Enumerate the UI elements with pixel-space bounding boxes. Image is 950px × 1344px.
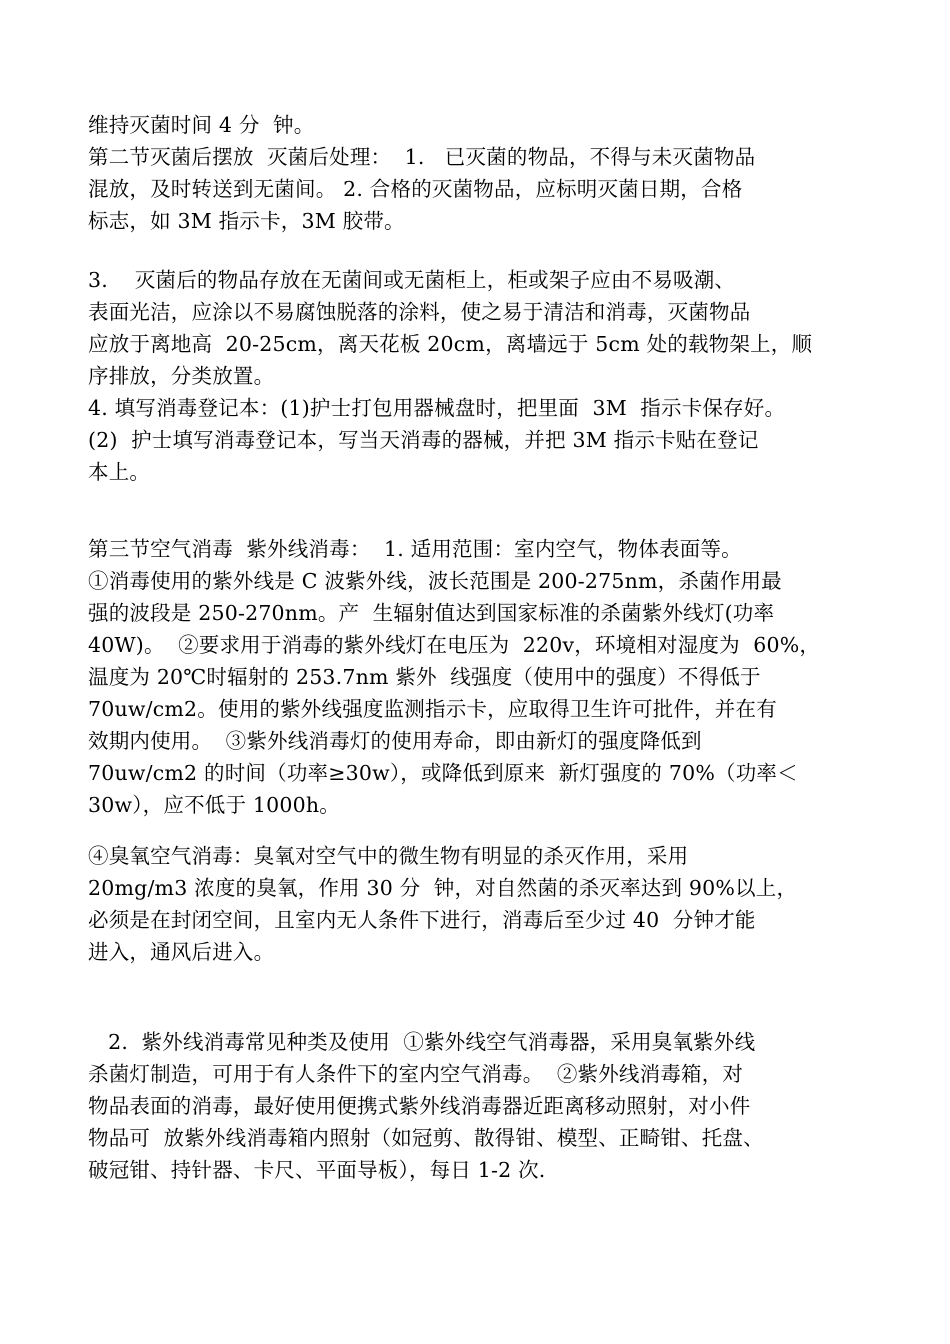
- text-line: ④臭氧空气消毒：臭氧对空气中的微生物有明显的杀灭作用，采用: [88, 844, 689, 868]
- text-line: 第二节灭菌后摆放 灭菌后处理： 1. 已灭菌的物品，不得与未灭菌物品: [88, 145, 756, 169]
- text-line: 2. 紫外线消毒常见种类及使用 ①紫外线空气消毒器，采用臭氧紫外线: [88, 1030, 756, 1054]
- text-line: ①消毒使用的紫外线是 C 波紫外线，波长范围是 200-275nm，杀菌作用最: [88, 569, 782, 593]
- text-line: 标志，如 3M 指示卡，3M 胶带。: [88, 209, 405, 233]
- text-line: 混放，及时转送到无菌间。 2. 合格的灭菌物品，应标明灭菌日期，合格: [88, 177, 743, 201]
- text-line: 30w），应不低于 1000h。: [88, 793, 340, 817]
- text-line: 应放于离地高 20-25cm，离天花板 20cm，离墙远于 5cm 处的载物架上，顺: [88, 332, 813, 356]
- text-line: 本上。: [88, 460, 151, 484]
- text-line: 40W)。 ②要求用于消毒的紫外线灯在电压为 220v，环境相对湿度为 60%，: [88, 633, 821, 657]
- text-line: 序排放，分类放置。: [88, 364, 275, 388]
- text-line: (2) 护士填写消毒登记本，写当天消毒的器械，并把 3M 指示卡贴在登记: [88, 428, 759, 452]
- text-line: 物品可 放紫外线消毒箱内照射（如冠剪、散得钳、模型、正畸钳、托盘、: [88, 1126, 764, 1150]
- text-line: 维持灭菌时间 4 分 钟。: [88, 113, 315, 137]
- text-line: 进入，通风后进入。: [88, 940, 275, 964]
- text-line: 3. 灭菌后的物品存放在无菌间或无菌柜上，柜或架子应由不易吸潮、: [88, 268, 736, 292]
- text-line: 第三节空气消毒 紫外线消毒： 1. 适用范围：室内空气，物体表面等。: [88, 537, 742, 561]
- text-line: 强的波段是 250-270nm。产 生辐射值达到国家标准的杀菌紫外线灯(功率: [88, 601, 775, 625]
- text-line: 破冠钳、持针器、卡尺、平面导板），每日 1-2 次.: [88, 1158, 546, 1182]
- text-line: 物品表面的消毒，最好使用便携式紫外线消毒器近距离移动照射，对小件: [88, 1094, 751, 1118]
- text-line: 温度为 20℃时辐射的 253.7nm 紫外 线强度（使用中的强度）不得低于: [88, 665, 761, 689]
- text-line: 70uw/cm2 的时间（功率≥30w），或降低到原来 新灯强度的 70%（功率＜: [88, 761, 798, 785]
- text-line: 效期内使用。 ③紫外线消毒灯的使用寿命，即由新灯的强度降低到: [88, 729, 702, 753]
- text-line: 必须是在封闭空间，且室内无人条件下进行，消毒后至少过 40 分钟才能: [88, 908, 756, 932]
- text-line: 杀菌灯制造，可用于有人条件下的室内空气消毒。 ②紫外线消毒箱，对: [88, 1062, 744, 1086]
- text-line: 表面光洁，应涂以不易腐蚀脱落的涂料，使之易于清洁和消毒，灭菌物品: [88, 300, 751, 324]
- text-line: 70uw/cm2。使用的紫外线强度监测指示卡，应取得卫生许可批件，并在有: [88, 697, 777, 721]
- text-line: 4. 填写消毒登记本：(1)护士打包用器械盘时，把里面 3M 指示卡保存好。: [88, 396, 786, 420]
- text-line: 20mg/m3 浓度的臭氧，作用 30 分 钟，对自然菌的杀灭率达到 90%以上，: [88, 876, 798, 900]
